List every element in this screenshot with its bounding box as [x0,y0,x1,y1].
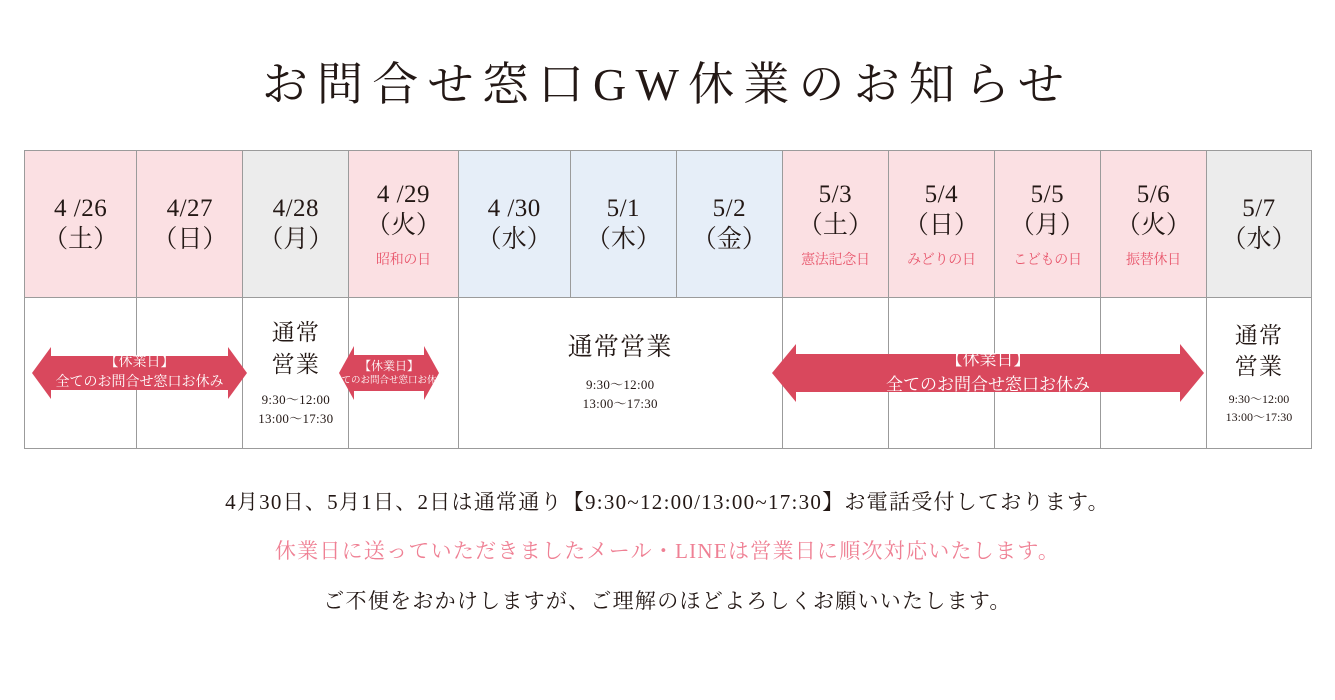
arrow-head-right-icon [228,347,247,399]
day-cell-0427 [137,151,243,298]
day-cell-0502 [676,151,782,298]
day-cell-0503 [782,151,888,298]
date-label: 5/7 [1242,194,1276,222]
calendar-wrapper [24,150,1312,449]
dow-label: （水） [476,226,552,253]
date-label: 5/4 [924,180,959,208]
holiday-label: こどもの日 [1013,253,1082,269]
day-cell-0430 [458,151,570,298]
arrow-head-right-icon [1180,344,1204,402]
dow-label: （金） [691,226,767,253]
hours-line-1: 9:30～12:00 [261,391,330,407]
closure-desc: 全てのお問合せ窓口お休み [55,375,224,390]
notes-section [0,488,1335,636]
holiday-label: みどりの日 [907,253,976,269]
day-cell-0501 [570,151,676,298]
hours-line-2: 13:00～17:30 [582,396,658,412]
day-cell-0428 [243,151,349,298]
business-hours [459,375,782,414]
closure-title: 【休業日】 [104,354,175,370]
date-label: 5/2 [712,194,747,222]
status-cell-0430-0502 [458,298,782,449]
day-cell-0506 [1100,151,1206,298]
date-label: 4 /30 [487,194,541,222]
arrow-head-left-icon [32,347,51,399]
note-line-1: 4月30日、5月1日、2日は通常通り【9:30~12:00/13:00~17:30】お電話受付しております。 [225,490,1110,514]
day-cell-0426 [25,151,137,298]
closure-label [56,353,224,394]
date-label: 4/27 [166,194,214,222]
status-line-1: 通常 [271,320,320,346]
day-cell-0504 [888,151,994,298]
dow-label: （月） [258,226,334,253]
note-line-2: 休業日に送っていただきましたメール・LINEは営業日に順次対応いたします。 [274,539,1061,564]
dow-label: （水） [1221,226,1297,253]
date-label: 4 /29 [376,180,431,208]
hours-line-2: 13:00～17:30 [1225,410,1293,425]
closure-label [886,348,1090,397]
dow-label: （火） [1115,212,1191,239]
table-row-dates [25,151,1312,298]
dow-label: （土） [43,226,119,253]
closure-title: 【休業日】 [359,358,420,373]
day-cell-0505 [994,151,1100,298]
schedule-table [24,150,1312,449]
date-label: 5/6 [1136,180,1171,208]
dow-label: （日） [903,212,979,239]
hours-line-1: 9:30～12:00 [586,376,655,392]
holiday-label: 憲法記念日 [801,253,870,269]
date-label: 5/1 [606,194,641,222]
holiday-label: 昭和の日 [375,253,431,269]
status-label [1207,320,1311,382]
closure-arrow-0429 [332,346,447,400]
closure-arrow-0503-0506 [772,344,1204,402]
business-hours [1207,390,1311,426]
status-label: 通常営業 [567,334,673,362]
hours-line-2: 13:00～17:30 [258,411,334,427]
date-label: 4/28 [272,194,320,222]
hours-line-1: 9:30～12:00 [1228,392,1290,407]
closure-title: 【休業日】 [945,350,1031,370]
status-line-2: 営業 [271,351,320,377]
dow-label: （木） [585,226,661,253]
closure-desc: 全てのお問合せ窓口お休み [332,375,447,386]
date-label: 4 /26 [54,194,108,222]
arrow-head-left-icon [772,344,796,402]
business-hours [243,390,348,429]
date-label: 5/5 [1030,180,1065,208]
dow-label: （日） [152,226,228,253]
note-line-3: ご不便をおかけしますが、ご理解のほどよろしくお願いいたします。 [323,588,1012,613]
closure-arrow-0426-0427 [32,347,247,399]
dow-label: （月） [1009,212,1085,239]
dow-label: （土） [797,212,873,239]
day-cell-0429 [349,151,458,298]
dow-label: （火） [365,212,441,239]
page-title: お問合せ窓口GW休業のお知らせ [261,59,1074,110]
date-label: 5/3 [818,180,853,208]
status-cell-0507 [1206,298,1311,449]
status-line-2: 営業 [1234,354,1284,379]
closure-label [332,358,446,388]
status-line-1: 通常 [1234,322,1284,348]
closure-desc: 全てのお問合せ窓口お休み [886,375,1090,394]
day-cell-0507 [1206,151,1311,298]
holiday-label: 振替休日 [1125,253,1181,269]
